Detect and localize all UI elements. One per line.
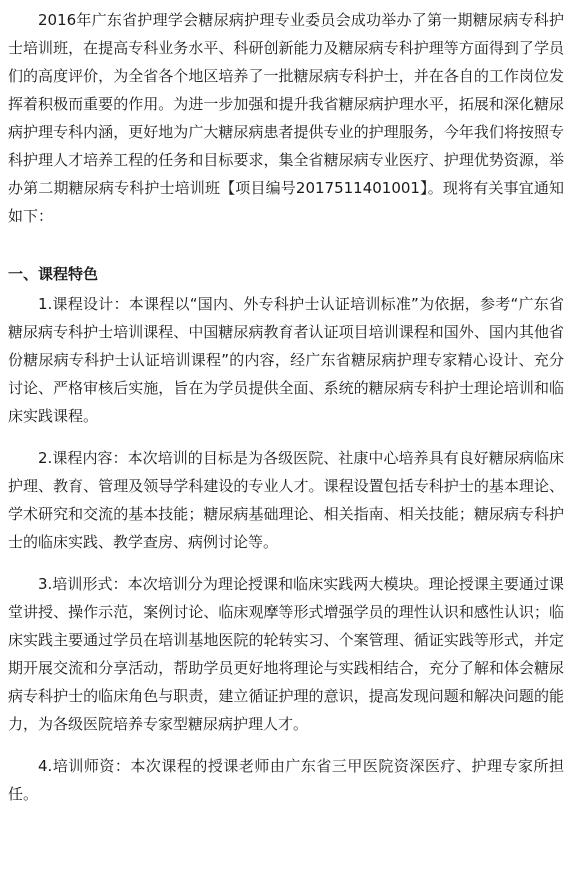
item-training-faculty: 4.培训师资：本次课程的授课老师由广东省三甲医院资深医疗、护理专家所担任。 (8, 757, 564, 803)
section-heading-course-features: 一、课程特色 (8, 265, 99, 283)
item-course-content: 2.课程内容：本次培训的目标是为各级医院、社康中心培养具有良好糖尿病临床护理、教育、管理及领导学科建设的专业人才。课程设置包括专科护士的基本理论、学术研究和交流的基本技能；糖尿病基础理论、相关指南、相关技能；糖尿病专科护士的临床实践、教学查房、病例讨论等。 (8, 449, 564, 551)
item-training-format: 3.培训形式：本次培训分为理论授课和临床实践两大模块。理论授课主要通过课堂讲授、操作示范，案例讨论、临床观摩等形式增强学员的理性认识和感性认识；临床实践主要通过学员在培训基地医院的轮转实习、个案管理、循证实践等形式，并定期开展交流和分享活动，帮助学员更好地将理论与实践相结合，充分了解和体会糖尿病专科护士的临床角色与职责，建立循证护理的意识，提高发现问题和解决问题的能力，为各级医院培养专家型糖尿病护理人才。 (8, 575, 564, 733)
intro-paragraph: 2016年广东省护理学会糖尿病护理专业委员会成功举办了第一期糖尿病专科护士培训班，在提高专科业务水平、科研创新能力及糖尿病专科护理等方面得到了学员们的高度评价，为全省各个地区培养了一批糖尿病专科护士，并在各自的工作岗位发挥着积极而重要的作用。为进一步加强和提升我省糖尿病护理水平，拓展和深化糖尿病护理专科内涵，更好地为广大糖尿病患者提供专业的护理服务，今年我们将按照专科护理人才培养工程的任务和目标要求，集全省糖尿病专业医疗、护理优势资源，举办第二期糖尿病专科护士培训班【项目编号2017511401001】。现将有关事宜通知如下： (8, 11, 564, 225)
item-course-design: 1.课程设计：本课程以“国内、外专科护士认证培训标准”为依据，参考“广东省糖尿病专科护士培训课程、中国糖尿病教育者认证项目培训课程和国外、国内其他省份糖尿病专科护士认证培训课程”的内容，经广东省糖尿病护理专家精心设计、充分讨论、严格审核后实施，旨在为学员提供全面、系统的糖尿病专科护士理论培训和临床实践课程。 (8, 295, 564, 425)
